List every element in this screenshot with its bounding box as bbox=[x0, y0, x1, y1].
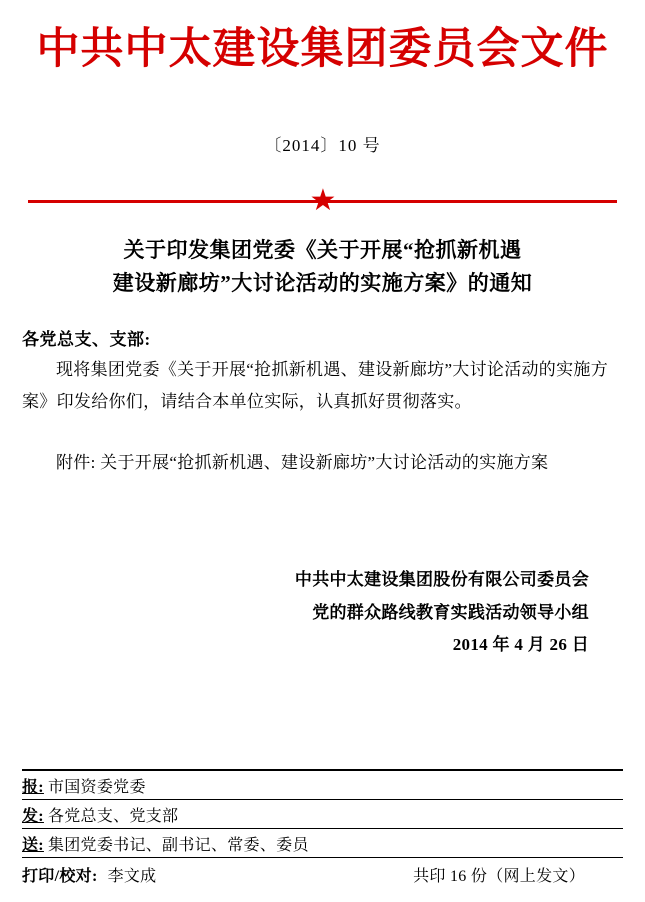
footer-label-issue bbox=[22, 803, 44, 826]
footer-print-copies: 共印 16 份（网上发文） bbox=[413, 868, 585, 885]
footer-row-issue bbox=[22, 800, 623, 829]
document-number: 〔2014〕10 号 bbox=[264, 136, 381, 155]
document-masthead-title: 中共中太建设集团委员会文件 bbox=[36, 26, 609, 73]
footer-row-print bbox=[22, 858, 623, 888]
signature-date: 2014 年 4 月 26 日 bbox=[452, 635, 589, 654]
footer-print-name: 李文成 bbox=[107, 868, 157, 885]
signature-group: 党的群众路线教育实践活动领导小组 bbox=[312, 602, 589, 622]
document-title-line-2: 建设新廊坊”大讨论活动的实施方案》的通知 bbox=[112, 270, 533, 295]
document-signature-block bbox=[22, 564, 623, 661]
document-title bbox=[22, 234, 623, 299]
footer-print-label: 打印/校对: bbox=[22, 868, 98, 885]
document-paragraph-attachment: 附件: 关于开展“抢抓新机遇、建设新廊坊”大讨论活动的实施方案 bbox=[56, 452, 549, 472]
signature-organization: 中共中太建设集团股份有限公司委员会 bbox=[294, 570, 589, 590]
footer-row-send bbox=[22, 829, 623, 858]
footer-label-send bbox=[22, 832, 44, 855]
footer-label-issue-text: 发: bbox=[22, 808, 44, 825]
footer-value-send: 集团党委书记、副书记、常委、委员 bbox=[47, 837, 309, 854]
red-star-icon: ★ bbox=[309, 184, 337, 217]
footer-label-send-text: 送: bbox=[22, 837, 44, 854]
footer-row-report bbox=[22, 771, 623, 800]
document-distribution-footer bbox=[22, 769, 623, 888]
document-title-line-1: 关于印发集团党委《关于开展“抢抓新机遇 bbox=[123, 238, 522, 262]
red-separator-rule bbox=[22, 184, 623, 217]
footer-label-report-text: 报: bbox=[22, 779, 44, 796]
document-paragraph-1: 现将集团党委《关于开展“抢抓新机遇、建设新廊坊”大讨论活动的实施方案》印发给你们，请结合本单位实际，认真抓好贯彻落实。 bbox=[22, 360, 608, 411]
footer-value-report: 市国资委党委 bbox=[47, 779, 146, 796]
document-salutation: 各党总支、支部: bbox=[22, 330, 151, 350]
footer-label-report bbox=[22, 774, 44, 797]
footer-value-issue: 各党总支、党支部 bbox=[47, 808, 179, 825]
